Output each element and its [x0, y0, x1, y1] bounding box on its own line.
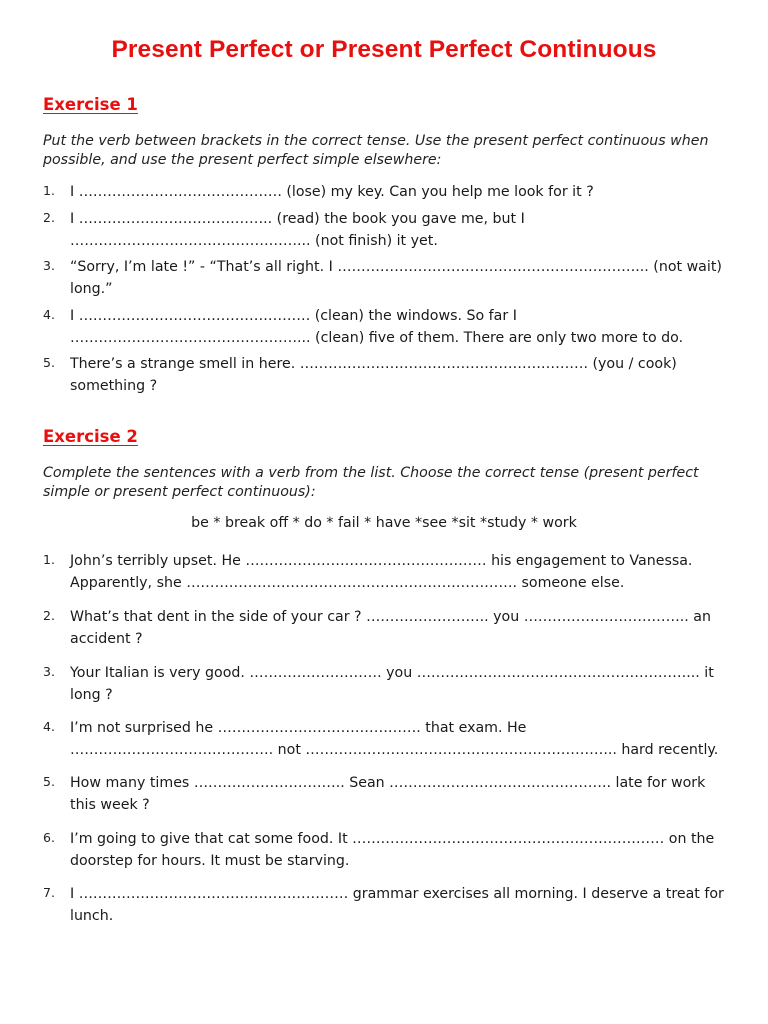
item-number: 1. [43, 552, 55, 567]
item-number: 3. [43, 664, 55, 679]
item-text: There’s a strange smell in here. ……………………………………………………. (you / cook) something ? [70, 356, 677, 394]
item-number: 2. [43, 608, 55, 623]
exercise-2-item [43, 883, 733, 927]
exercise-2-instruction: Complete the sentences with a verb from the list. Choose the correct tense (present perfect simple or present perfect continuous): [43, 465, 699, 500]
item-number: 4. [43, 307, 55, 322]
item-number: 2. [43, 210, 55, 225]
exercise-2-item [43, 606, 733, 650]
item-text: Your Italian is very good. ………………………. you …………………………………………………... it long ? [70, 665, 714, 703]
verb-word-list: be * break off * do * fail * have *see *sit *study * work [191, 515, 577, 531]
item-text: I …………………………………………. (clean) the windows. So far I …………………………………………... (clean) five of them. There are only two more to do. [70, 308, 684, 346]
item-number: 5. [43, 355, 55, 370]
exercise-1-item [43, 256, 733, 300]
exercise-2-item [43, 717, 733, 761]
item-text: I ……………………………………. (lose) my key. Can you help me look for it ? [70, 184, 594, 200]
item-text: I ………………………………………………… grammar exercises all morning. I deserve a treat for lunch. [70, 886, 724, 924]
item-text: “Sorry, I’m late !” - “That’s all right. I ………………………………………………………... (not wait) long.” [70, 259, 722, 297]
exercise-2-item [43, 662, 733, 706]
item-text: What’s that dent in the side of your car ? …………………….. you …………………………….. an accident ? [70, 609, 711, 647]
exercise-2-item [43, 828, 733, 872]
exercise-2-heading: Exercise 2 [43, 427, 138, 446]
page-title: Present Perfect or Present Perfect Continuous [111, 36, 657, 63]
item-text: John’s terribly upset. He …………………………………………… his engagement to Vanessa. Apparently, she ……………………………………………………………. someone else. [70, 553, 693, 591]
item-text: I ………………………………….. (read) the book you gave me, but I …………………………………………... (not finish) it yet. [70, 211, 525, 249]
item-number: 6. [43, 830, 55, 845]
item-text: I’m going to give that cat some food. It ………………………………………………………… on the doorstep for hours. It must be starving. [70, 831, 715, 869]
exercise-1-heading: Exercise 1 [43, 95, 138, 114]
item-number: 4. [43, 719, 55, 734]
exercise-1-item [43, 181, 733, 203]
exercise-1-instruction: Put the verb between brackets in the correct tense. Use the present perfect continuous when possible, and use the present perfect simple elsewhere: [43, 133, 709, 168]
exercise-2-item [43, 550, 733, 594]
item-text: I’m not surprised he ……………………………………. that exam. He ……………………………………. not ………………………………………………………... hard recently. [70, 720, 719, 758]
exercise-1-item [43, 208, 733, 252]
exercise-1-item [43, 353, 733, 397]
item-number: 3. [43, 258, 55, 273]
exercise-1-item [43, 305, 733, 349]
item-number: 7. [43, 885, 55, 900]
item-number: 1. [43, 183, 55, 198]
item-number: 5. [43, 774, 55, 789]
item-text: How many times ………………………….. Sean ……………………………………….. late for work this week ? [70, 775, 706, 813]
exercise-2-item [43, 772, 733, 816]
